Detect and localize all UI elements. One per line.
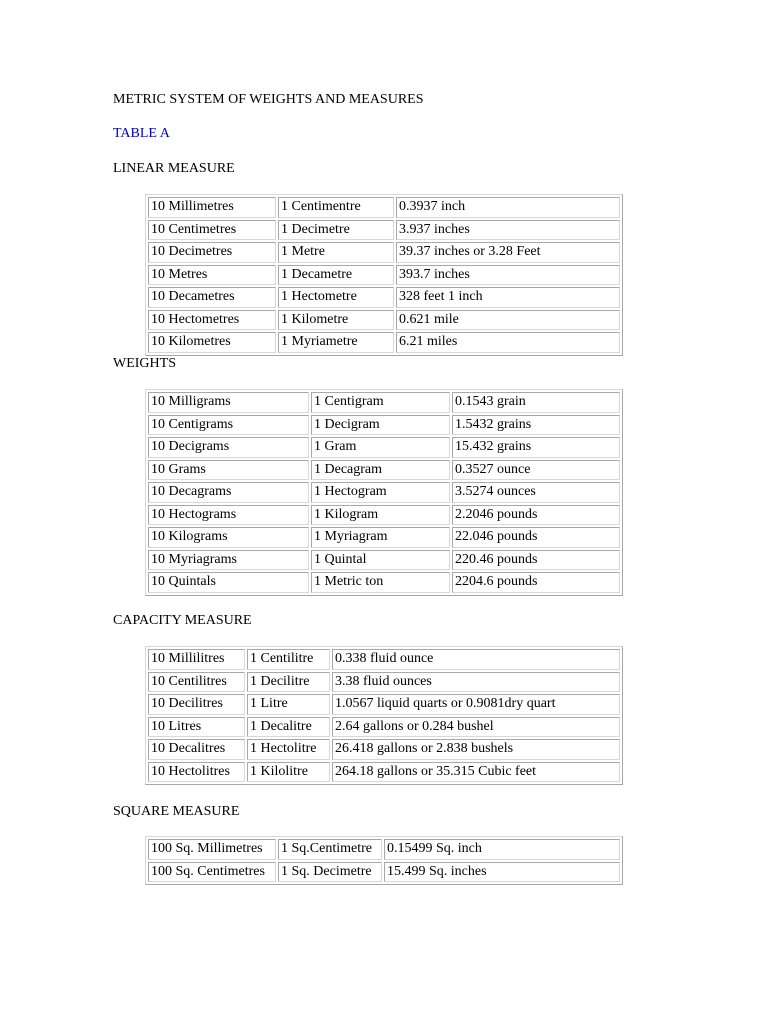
table-cell: 0.1543 grain (452, 392, 620, 413)
table-cell: 1 Litre (247, 694, 330, 715)
table-cell: 10 Hectolitres (148, 762, 245, 783)
table-cell: 10 Centilitres (148, 672, 245, 693)
table-cell: 1 Hectometre (278, 287, 394, 308)
table-cell: 1 Kilometre (278, 310, 394, 331)
table-cell: 100 Sq. Millimetres (148, 839, 276, 860)
table-cell: 10 Kilometres (148, 332, 276, 353)
table-cell: 1 Decimetre (278, 220, 394, 241)
table-cell: 22.046 pounds (452, 527, 620, 548)
table-cell: 100 Sq. Centimetres (148, 862, 276, 883)
table-row (148, 460, 620, 481)
table-cell: 1 Decalitre (247, 717, 330, 738)
table-cell: 1.0567 liquid quarts or 0.9081dry quart (332, 694, 620, 715)
table-cell: 1 Decagram (311, 460, 450, 481)
table-row (148, 739, 620, 760)
table-row (148, 862, 620, 883)
table-row (148, 482, 620, 503)
table-cell: 1 Decigram (311, 415, 450, 436)
table-cell: 264.18 gallons or 35.315 Cubic feet (332, 762, 620, 783)
table-cell: 1 Hectolitre (247, 739, 330, 760)
table-cell: 2204.6 pounds (452, 572, 620, 593)
table-cell: 15.499 Sq. inches (384, 862, 620, 883)
table-cell: 10 Grams (148, 460, 309, 481)
table-cell: 1 Centimentre (278, 197, 394, 218)
table-cell: 10 Millilitres (148, 649, 245, 670)
table-cell: 1 Decametre (278, 265, 394, 286)
table-cell: 0.3937 inch (396, 197, 620, 218)
table-cell: 1 Decilitre (247, 672, 330, 693)
table-row (148, 505, 620, 526)
table-cell: 10 Decigrams (148, 437, 309, 458)
square-measure-table (145, 836, 623, 885)
table-row (148, 242, 620, 263)
table-cell: 1.5432 grains (452, 415, 620, 436)
table-cell: 1 Metre (278, 242, 394, 263)
table-row (148, 527, 620, 548)
section-heading-capacity-measure: CAPACITY MEASURE (113, 613, 252, 628)
table-cell: 1 Sq. Decimetre (278, 862, 382, 883)
table-cell: 220.46 pounds (452, 550, 620, 571)
linear-measure-table (145, 194, 623, 356)
table-cell: 10 Centimetres (148, 220, 276, 241)
table-cell: 10 Decametres (148, 287, 276, 308)
table-row (148, 762, 620, 783)
table-cell: 0.338 fluid ounce (332, 649, 620, 670)
table-cell: 6.21 miles (396, 332, 620, 353)
table-cell: 1 Centilitre (247, 649, 330, 670)
table-cell: 1 Centigram (311, 392, 450, 413)
table-cell: 10 Hectometres (148, 310, 276, 331)
table-cell: 10 Myriagrams (148, 550, 309, 571)
weights-table (145, 389, 623, 596)
table-row (148, 392, 620, 413)
table-cell: 10 Decimetres (148, 242, 276, 263)
table-cell: 1 Quintal (311, 550, 450, 571)
table-cell: 10 Metres (148, 265, 276, 286)
table-cell: 0.3527 ounce (452, 460, 620, 481)
table-label: TABLE A (113, 126, 170, 141)
table-cell: 10 Litres (148, 717, 245, 738)
table-row (148, 672, 620, 693)
table-cell: 1 Kilolitre (247, 762, 330, 783)
table-cell: 393.7 inches (396, 265, 620, 286)
table-row (148, 287, 620, 308)
table-cell: 1 Kilogram (311, 505, 450, 526)
table-cell: 1 Myriagram (311, 527, 450, 548)
section-heading-square-measure: SQUARE MEASURE (113, 804, 240, 819)
table-row (148, 265, 620, 286)
document-title: METRIC SYSTEM OF WEIGHTS AND MEASURES (113, 92, 424, 107)
table-row (148, 839, 620, 860)
table-row (148, 717, 620, 738)
table-cell: 2.64 gallons or 0.284 bushel (332, 717, 620, 738)
table-row (148, 649, 620, 670)
table-cell: 3.5274 ounces (452, 482, 620, 503)
table-row (148, 572, 620, 593)
table-row (148, 310, 620, 331)
table-cell: 0.15499 Sq. inch (384, 839, 620, 860)
table-row (148, 550, 620, 571)
section-heading-weights: WEIGHTS (113, 356, 176, 371)
table-cell: 10 Centigrams (148, 415, 309, 436)
table-row (148, 197, 620, 218)
table-cell: 1 Gram (311, 437, 450, 458)
table-cell: 3.937 inches (396, 220, 620, 241)
table-cell: 26.418 gallons or 2.838 bushels (332, 739, 620, 760)
table-cell: 10 Hectograms (148, 505, 309, 526)
table-cell: 328 feet 1 inch (396, 287, 620, 308)
table-cell: 15.432 grains (452, 437, 620, 458)
table-row (148, 694, 620, 715)
table-cell: 1 Sq.Centimetre (278, 839, 382, 860)
table-row (148, 220, 620, 241)
table-cell: 2.2046 pounds (452, 505, 620, 526)
table-cell: 10 Decagrams (148, 482, 309, 503)
table-cell: 10 Quintals (148, 572, 309, 593)
section-heading-linear-measure: LINEAR MEASURE (113, 161, 235, 176)
table-cell: 1 Hectogram (311, 482, 450, 503)
capacity-measure-table (145, 646, 623, 785)
table-cell: 10 Milligrams (148, 392, 309, 413)
table-cell: 10 Decilitres (148, 694, 245, 715)
table-cell: 10 Kilograms (148, 527, 309, 548)
table-row (148, 415, 620, 436)
table-cell: 39.37 inches or 3.28 Feet (396, 242, 620, 263)
table-cell: 0.621 mile (396, 310, 620, 331)
table-cell: 1 Myriametre (278, 332, 394, 353)
table-cell: 1 Metric ton (311, 572, 450, 593)
table-cell: 10 Decalitres (148, 739, 245, 760)
table-row (148, 332, 620, 353)
table-row (148, 437, 620, 458)
table-cell: 3.38 fluid ounces (332, 672, 620, 693)
table-cell: 10 Millimetres (148, 197, 276, 218)
